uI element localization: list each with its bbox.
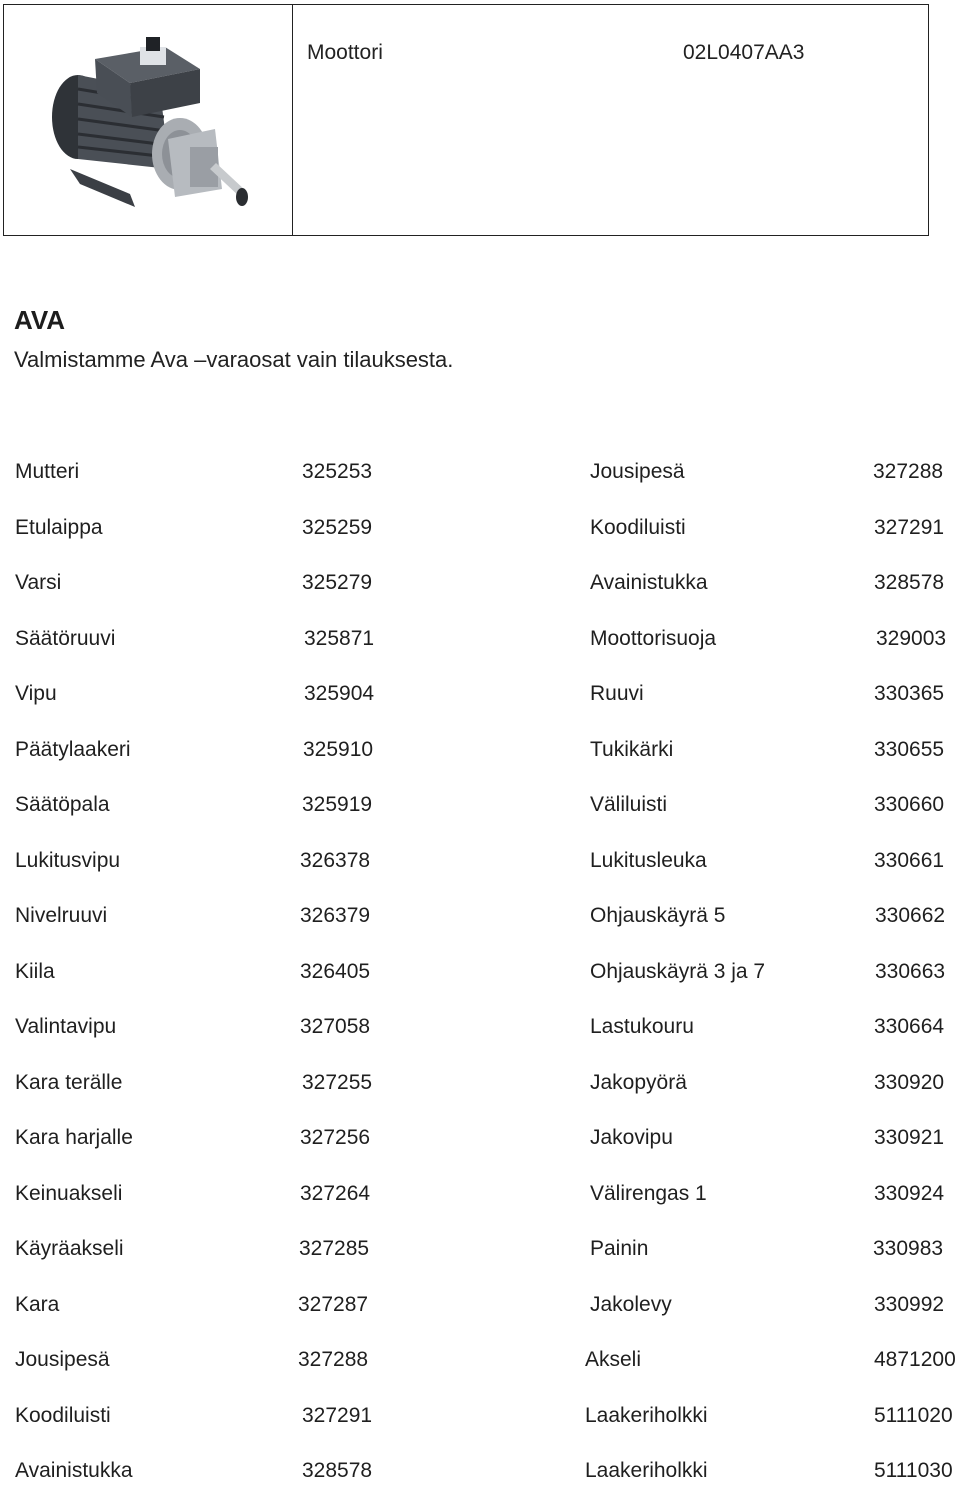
part-name-left: Vipu: [15, 682, 57, 705]
part-code-left: 325253: [302, 460, 373, 483]
product-name: Moottori: [307, 41, 383, 64]
part-name-right: Laakeriholkki: [585, 1459, 708, 1482]
part-name-right: Akseli: [585, 1348, 642, 1371]
part-code-left: 325871: [304, 627, 375, 650]
part-row: [0, 1293, 960, 1323]
part-code-right: 330655: [874, 738, 945, 761]
part-name-left: Valintavipu: [15, 1015, 117, 1038]
product-image-cell: [4, 5, 293, 235]
part-name-right: Jousipesä: [590, 460, 685, 483]
part-row: [0, 1071, 960, 1101]
part-row: [0, 460, 960, 490]
part-code-right: 328578: [874, 571, 945, 594]
part-code-right: 330661: [874, 849, 945, 872]
part-name-right: Välirengas 1: [590, 1182, 707, 1205]
motor-photo: [40, 29, 260, 219]
part-code-left: 326378: [300, 849, 371, 872]
part-row: [0, 1404, 960, 1434]
part-row: [0, 1015, 960, 1045]
part-row: [0, 1126, 960, 1156]
section-note: Valmistamme Ava –varaosat vain tilauksesta.: [14, 347, 454, 372]
part-row: [0, 849, 960, 879]
part-name-left: Kara terälle: [15, 1071, 123, 1094]
part-code-right: 330660: [874, 793, 945, 816]
part-code-left: 327255: [302, 1071, 373, 1094]
part-name-right: Painin: [590, 1237, 649, 1260]
part-row: [0, 516, 960, 546]
part-code-right: 330662: [875, 904, 946, 927]
part-name-left: Keinuakseli: [15, 1182, 123, 1205]
part-name-left: Säätöruuvi: [15, 627, 116, 650]
part-code-left: 325259: [302, 516, 373, 539]
part-row: [0, 1182, 960, 1212]
part-code-right: 327291: [874, 516, 945, 539]
part-name-left: Kara harjalle: [15, 1126, 133, 1149]
part-name-left: Mutteri: [15, 460, 80, 483]
product-code: 02L0407AA3: [683, 41, 805, 64]
part-name-right: Väliluisti: [590, 793, 668, 816]
part-name-left: Etulaippa: [15, 516, 103, 539]
part-row: [0, 571, 960, 601]
part-code-left: 327256: [300, 1126, 371, 1149]
part-name-left: Koodiluisti: [15, 1404, 111, 1427]
part-code-left: 327285: [299, 1237, 370, 1260]
part-code-left: 327264: [300, 1182, 371, 1205]
part-code-right: 330983: [873, 1237, 944, 1260]
part-name-left: Jousipesä: [15, 1348, 110, 1371]
part-row: [0, 1237, 960, 1267]
part-name-right: Jakolevy: [590, 1293, 672, 1316]
part-code-left: 325904: [304, 682, 375, 705]
part-code-left: 328578: [302, 1459, 373, 1482]
part-code-left: 327287: [298, 1293, 369, 1316]
part-code-left: 327291: [302, 1404, 373, 1427]
part-row: [0, 1459, 960, 1489]
part-code-left: 325910: [303, 738, 374, 761]
part-name-right: Laakeriholkki: [585, 1404, 708, 1427]
part-code-right: 330365: [874, 682, 945, 705]
part-name-right: Moottorisuoja: [590, 627, 717, 650]
part-code-right: 327288: [873, 460, 944, 483]
part-code-right: 4871200: [874, 1348, 956, 1371]
part-row: [0, 738, 960, 768]
part-row: [0, 960, 960, 990]
part-row: [0, 1348, 960, 1378]
part-row: [0, 904, 960, 934]
section-title: AVA: [14, 305, 66, 335]
part-code-left: 326379: [300, 904, 371, 927]
part-row: [0, 793, 960, 823]
part-name-right: Lastukouru: [590, 1015, 694, 1038]
part-code-left: 327058: [300, 1015, 371, 1038]
part-code-right: 330920: [874, 1071, 945, 1094]
part-code-right: 329003: [876, 627, 947, 650]
part-code-right: 330664: [874, 1015, 945, 1038]
part-code-right: 330924: [874, 1182, 945, 1205]
part-name-right: Koodiluisti: [590, 516, 686, 539]
part-code-right: 5111030: [874, 1459, 953, 1482]
part-name-left: Lukitusvipu: [15, 849, 121, 872]
part-name-right: Jakopyörä: [590, 1071, 687, 1094]
part-name-left: Avainistukka: [15, 1459, 133, 1482]
part-row: [0, 627, 960, 657]
part-name-left: Kara: [15, 1293, 60, 1316]
part-name-left: Varsi: [15, 571, 62, 594]
part-name-right: Jakovipu: [590, 1126, 673, 1149]
part-name-left: Säätöpala: [15, 793, 110, 816]
part-code-left: 325279: [302, 571, 373, 594]
part-code-left: 325919: [302, 793, 373, 816]
part-name-left: Käyräakseli: [15, 1237, 124, 1260]
part-name-right: Ohjauskäyrä 3 ja 7: [590, 960, 766, 983]
part-name-left: Kiila: [15, 960, 55, 983]
part-name-left: Nivelruuvi: [15, 904, 108, 927]
part-code-right: 5111020: [874, 1404, 953, 1427]
part-code-left: 326405: [300, 960, 371, 983]
part-code-right: 330921: [874, 1126, 945, 1149]
part-code-right: 330663: [875, 960, 946, 983]
part-name-left: Päätylaakeri: [15, 738, 131, 761]
part-name-right: Ohjauskäyrä 5: [590, 904, 726, 927]
part-name-right: Lukitusleuka: [590, 849, 707, 872]
part-code-right: 330992: [874, 1293, 945, 1316]
part-name-right: Tukikärki: [590, 738, 674, 761]
part-name-right: Avainistukka: [590, 571, 708, 594]
part-name-right: Ruuvi: [590, 682, 644, 705]
part-row: [0, 682, 960, 712]
product-header: [3, 4, 929, 236]
part-code-left: 327288: [298, 1348, 369, 1371]
